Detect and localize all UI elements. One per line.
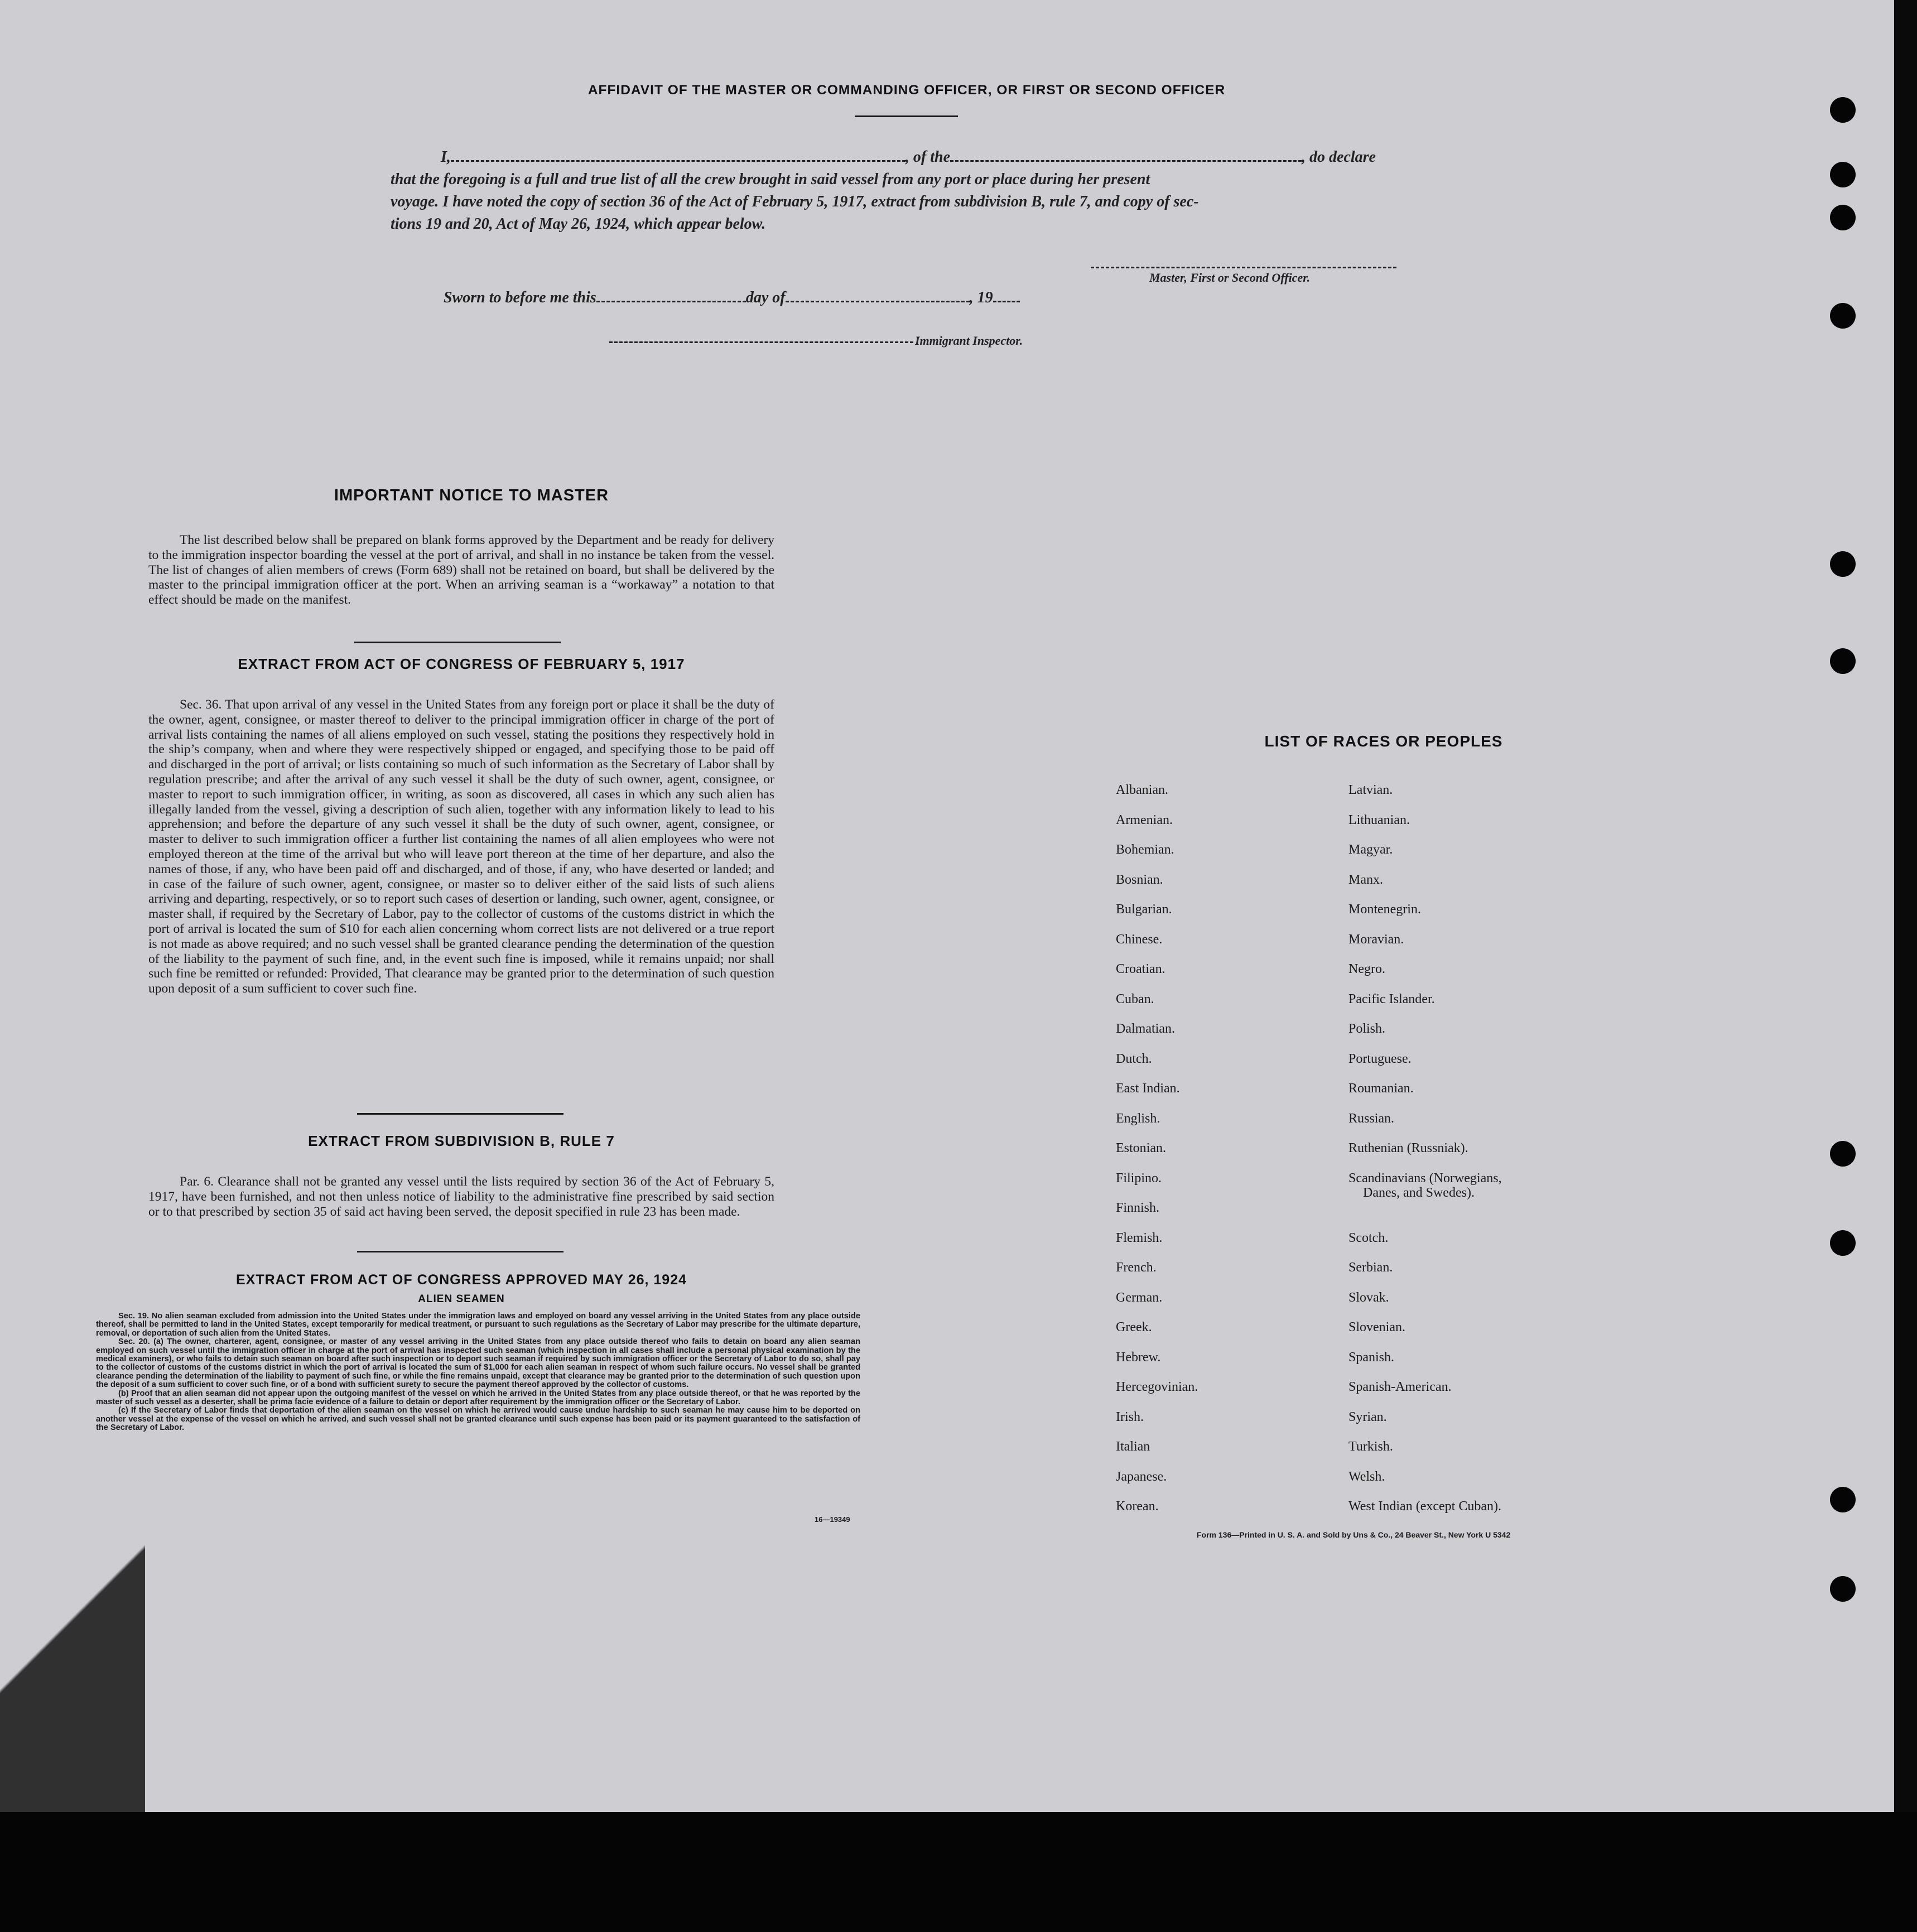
race-item: Japanese.	[1116, 1469, 1167, 1484]
notice-text: The list described below shall be prepared on blank forms approved by the Department and be ready for delivery to the immigration inspector boarding the vessel at the port of arrival, and shall in no instance be taken from the vessel. The list of changes of alien members of crews (Form 689) shall not be retained on board, but shall be delivered by the master to the principal immigration officer at the port. When an arriving seaman is a “workaway” a notation to that effect should be made on the manifest.	[148, 533, 774, 608]
race-item: Irish.	[1116, 1409, 1144, 1424]
race-item: Bohemian.	[1116, 842, 1174, 857]
race-item: Armenian.	[1116, 812, 1173, 827]
race-item: Albanian.	[1116, 783, 1168, 797]
declaration-line-1	[441, 146, 1428, 168]
race-item: English.	[1116, 1111, 1160, 1126]
race-item: Serbian.	[1348, 1260, 1393, 1275]
act1924-body	[96, 1312, 860, 1433]
notice-divider	[354, 642, 561, 643]
race-item: Cuban.	[1116, 991, 1154, 1006]
race-item: Slovak.	[1348, 1290, 1389, 1305]
act1924-sec20c: (c) If the Secretary of Labor finds that deportation of the alien seaman on the vessel on which he arrived would cause undue hardship to such seaman he may cause him to be deported on another vessel at the expense of the vessel on which he arrived, and such vessel shall not be granted clearance until such expense has been paid or its payment guaranteed to the satisfaction of the Secretary of Labor.	[96, 1406, 860, 1433]
declarant-label: I,	[441, 148, 451, 166]
race-item: Ruthenian (Russniak).	[1348, 1141, 1468, 1155]
race-item: Greek.	[1116, 1320, 1152, 1334]
race-item: Magyar.	[1348, 842, 1393, 857]
race-item: French.	[1116, 1260, 1157, 1275]
race-item: East Indian.	[1116, 1081, 1180, 1096]
declaration-line-2-wrap	[391, 168, 1428, 235]
race-item: Pacific Islander.	[1348, 991, 1435, 1006]
declaration-line-3: voyage. I have noted the copy of section 36 of the Act of February 5, 1917, extract from subdivision B, rule 7, and copy of sec-	[391, 193, 1199, 210]
race-item: Polish.	[1348, 1022, 1386, 1036]
act1924-title: EXTRACT FROM ACT OF CONGRESS APPROVED MAY 26, 1924	[235, 1272, 687, 1288]
race-item: Negro.	[1348, 962, 1385, 976]
binder-hole	[1830, 1141, 1856, 1167]
sworn-month-field[interactable]	[786, 301, 970, 302]
race-item: West Indian (except Cuban).	[1348, 1499, 1501, 1514]
vessel-name-field[interactable]	[950, 160, 1302, 162]
master-signature-field[interactable]	[1091, 267, 1396, 268]
binder-hole	[1830, 1576, 1856, 1602]
scan-edge	[1894, 0, 1917, 1812]
race-item: Lithuanian.	[1348, 812, 1410, 827]
sworn-year-field[interactable]	[993, 301, 1020, 302]
rule7-title: EXTRACT FROM SUBDIVISION B, RULE 7	[308, 1133, 615, 1149]
race-item: Latvian.	[1348, 783, 1393, 797]
act1917-divider	[357, 1113, 563, 1115]
rule7-text: Par. 6. Clearance shall not be granted any vessel until the lists required by section 36 of the Act of February 5, 1917, have been furnished, and not then unless notice of liability to the administrative fine prescribed by said section or to that prescribed by section 35 of said act having been served, the deposit specified in rule 23 has been made.	[148, 1174, 774, 1219]
race-item: German.	[1116, 1290, 1163, 1305]
master-signature-caption: Master, First or Second Officer.	[1149, 271, 1311, 285]
act1924-sec19: Sec. 19. No alien seaman excluded from admission into the United States under the immigration laws and employed on board any vessel arriving in the United States from any place outside thereof, shall be permitted to land in the United States, except temporarily for medical treatment, or pursuant to such regulations as the Secretary of Labor may prescribe for the ultimate departure, removal, or deportation of such alien from the United States.	[96, 1312, 860, 1338]
affidavit-title: AFFIDAVIT OF THE MASTER OR COMMANDING OFFICER, OR FIRST OR SECOND OFFICER	[587, 83, 1226, 98]
act1924-sec20a: Sec. 20. (a) The owner, charterer, agent, consignee, or master of any vessel arriving in the United States from any place outside thereof who fails to detain on board any alien seaman employed on such vessel until the immigration officer in charge at the port of arrival has inspected such seaman (which inspection in all cases shall include a personal physical examination by the medical examiners), or who fails to detain such seaman on board after such inspection or to deport such seaman if required by such immigration officer or the Secretary of Labor to do so, shall pay to the collector of customs of the customs district in which the port of arrival is located the sum of $1,000 for each alien seaman in respect of whom such failure occurs. No vessel shall be granted clearance pending the determination of the liability to payment of such fine, or while the fine remains unpaid, except that clearance may be granted prior to the determination of such question upon the deposit of a sum sufficient to cover such fine, or of a bond with sufficient surety to secure the payment thereof approved by the collector of customs.	[96, 1337, 860, 1390]
form-footer: Form 136—Printed in U. S. A. and Sold by Uns & Co., 24 Beaver St., New York U 5342	[1197, 1530, 1511, 1539]
sworn-day-field[interactable]	[596, 301, 746, 302]
race-item: Spanish-American.	[1348, 1380, 1452, 1394]
binder-hole	[1830, 1487, 1856, 1512]
race-item: Croatian.	[1116, 962, 1165, 976]
act1924-form-code: 16—19349	[815, 1515, 850, 1524]
race-item: Roumanian.	[1348, 1081, 1414, 1096]
race-item: Hercegovinian.	[1116, 1380, 1198, 1394]
binder-hole	[1830, 97, 1856, 123]
race-item: Bosnian.	[1116, 872, 1163, 887]
race-item: Turkish.	[1348, 1439, 1393, 1454]
race-item: Hebrew.	[1116, 1350, 1161, 1365]
race-item: Chinese.	[1116, 932, 1163, 947]
sworn-dayof-label: day of	[745, 289, 786, 306]
declare-label: , do declare	[1302, 148, 1376, 166]
race-item: Estonian.	[1116, 1141, 1166, 1155]
act1924-sec20b: (b) Proof that an alien seaman did not appear upon the outgoing manifest of the vessel on which he arrived in the United States from any place outside thereof, or that he was reported by the master of such vessel as a deserter, shall be prima facie evidence of a failure to detain or deport after requirement by the immigration officer or the Secretary of Labor.	[96, 1389, 860, 1407]
binder-hole	[1830, 303, 1856, 329]
race-item: Russian.	[1348, 1111, 1395, 1126]
race-item: Portuguese.	[1348, 1051, 1412, 1066]
binder-hole	[1830, 162, 1856, 187]
affidavit-divider	[855, 115, 958, 117]
race-item: Dutch.	[1116, 1051, 1152, 1066]
vessel-label: , of the	[905, 148, 951, 166]
race-item: Italian	[1116, 1439, 1150, 1454]
notice-title: IMPORTANT NOTICE TO MASTER	[334, 486, 609, 504]
race-item: Spanish.	[1348, 1350, 1395, 1365]
race-item: Scotch.	[1348, 1230, 1389, 1245]
declarant-name-field[interactable]	[451, 160, 905, 162]
declaration-line-2: that the foregoing is a full and true list of all the crew brought in said vessel from any port or place during her present	[391, 171, 1150, 188]
binder-hole	[1830, 648, 1856, 674]
race-item: Danes, and Swedes).	[1363, 1185, 1475, 1200]
race-item: Welsh.	[1348, 1469, 1385, 1484]
sworn-line	[444, 289, 1020, 307]
act1924-subtitle: ALIEN SEAMEN	[418, 1293, 505, 1305]
race-item: Korean.	[1116, 1499, 1159, 1514]
race-item: Montenegrin.	[1348, 902, 1421, 917]
act1917-title: EXTRACT FROM ACT OF CONGRESS OF FEBRUARY 5, 1917	[238, 656, 685, 672]
race-item: Bulgarian.	[1116, 902, 1172, 917]
sworn-year-label: , 19	[969, 289, 993, 306]
page-fold-shadow	[0, 1506, 145, 1812]
race-item: Syrian.	[1348, 1409, 1387, 1424]
inspector-signature-field[interactable]	[609, 341, 913, 343]
affidavit-declaration	[391, 146, 1428, 235]
act1917-text: Sec. 36. That upon arrival of any vessel in the United States from any foreign port or place it shall be the duty of the owner, agent, consignee, or master thereof to deliver to the principal immigration officer in charge of the port of arrival lists containing the names of all aliens employed on such vessel, stating the positions they respectively hold in the ship’s company, when and where they were respectively shipped or engaged, and specifying those to be paid off and discharged in the port of arrival; or lists containing so much of such information as the Secretary of Labor shall by regulation prescribe; and after the arrival of any such vessel it shall be the duty of such owner, agent, consignee, or master to report to such immigration officer, in writing, as soon as discovered, all cases in which any such alien has illegally landed from the vessel, giving a description of such alien, together with any information likely to lead to his apprehension; and before the departure of any such vessel it shall be the duty of such owner, agent, consignee, or master to deliver to such immigration officer a further list containing the names of all alien employees who were not employed thereon at the time of the arrival but who will leave port thereon at the time of her departure, and also the names of those, if any, who have been paid off and discharged, and of those, if any, who have deserted or landed; and in case of the failure of such owner, agent, consignee, or master so to deliver either of the said lists of such aliens arriving and departing, respectively, or so to report such cases of desertion or landing, such owner, agent, consignee, or master shall, if required by the Secretary of Labor, pay to the collector of customs of the customs district in which the port of arrival is located the sum of $10 for each alien concerning whom correct lists are not delivered or a true report is not made as above required; and no such vessel shall be granted clearance pending the determination of the question of the liability to the payment of such fine, and, in the event such fine is imposed, while it remains unpaid; nor shall such fine be remitted or refunded: Provided, That clearance may be granted prior to the determination of such question upon deposit of a sum sufficient to cover such fine.	[148, 697, 774, 996]
race-item: Slovenian.	[1348, 1320, 1405, 1334]
race-item: Filipino.	[1116, 1170, 1162, 1186]
binder-hole	[1830, 1230, 1856, 1256]
rule7-divider	[357, 1251, 563, 1252]
inspector-caption: Immigrant Inspector.	[915, 334, 1023, 348]
binder-hole	[1830, 205, 1856, 230]
race-item: Dalmatian.	[1116, 1022, 1175, 1036]
race-item: Moravian.	[1348, 932, 1404, 947]
binder-hole	[1830, 551, 1856, 577]
races-title: LIST OF RACES OR PEOPLES	[1264, 733, 1503, 750]
race-item: Manx.	[1348, 872, 1383, 887]
race-item: Finnish.	[1116, 1201, 1160, 1215]
sworn-label: Sworn to before me this	[444, 289, 596, 306]
race-item: Scandinavians (Norwegians,	[1348, 1170, 1502, 1186]
race-item: Flemish.	[1116, 1230, 1163, 1245]
declaration-line-4: tions 19 and 20, Act of May 26, 1924, which appear below.	[391, 215, 766, 233]
